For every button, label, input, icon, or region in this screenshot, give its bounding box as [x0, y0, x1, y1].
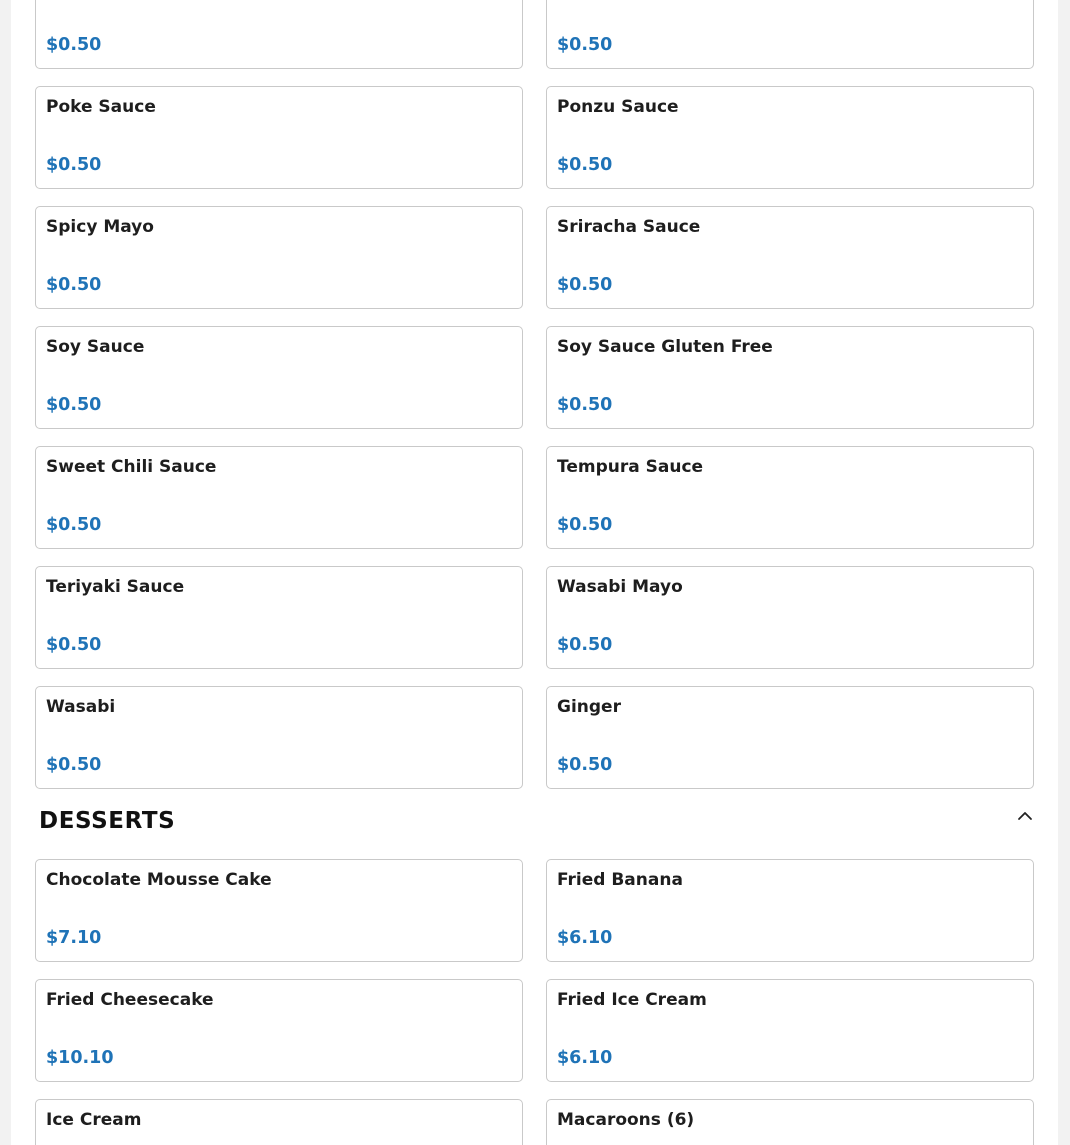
- menu-item-price: $0.50: [557, 635, 613, 655]
- menu-item-card[interactable]: [35, 86, 523, 189]
- menu-item-name: Fried Cheesecake: [46, 990, 214, 1010]
- menu-item-price: $0.50: [46, 515, 102, 535]
- menu-item-price: $0.50: [557, 395, 613, 415]
- menu-item-name: Poke Sauce: [46, 97, 156, 117]
- menu-item-card[interactable]: [35, 206, 523, 309]
- menu-item-price: $0.50: [46, 635, 102, 655]
- menu-item-price: $10.10: [46, 1048, 114, 1068]
- menu-item-name: Wasabi Mayo: [557, 577, 683, 597]
- menu-item-name: Macaroons (6): [557, 1110, 695, 1130]
- menu-item-card[interactable]: [35, 1099, 523, 1145]
- menu-item-name: Ginger: [557, 697, 621, 717]
- menu-item-name: Sweet Chili Sauce: [46, 457, 217, 477]
- menu-item-card[interactable]: [546, 86, 1034, 189]
- menu-item-price: $0.50: [46, 755, 102, 775]
- sauces-item-grid: [35, 0, 1034, 789]
- menu-item-name: Wasabi: [46, 697, 116, 717]
- menu-item-card[interactable]: [546, 326, 1034, 429]
- menu-item-name: Ponzu Sauce: [557, 97, 679, 117]
- desserts-section-header[interactable]: [39, 804, 1034, 844]
- menu-item-price: $0.50: [557, 515, 613, 535]
- menu-item-card[interactable]: [546, 859, 1034, 962]
- menu-item-card[interactable]: [546, 206, 1034, 309]
- menu-item-price: $0.50: [557, 275, 613, 295]
- menu-item-name: Chocolate Mousse Cake: [46, 870, 272, 890]
- menu-item-card[interactable]: [35, 686, 523, 789]
- section-title: DESSERTS: [39, 808, 176, 834]
- menu-item-card[interactable]: [546, 979, 1034, 1082]
- menu-item-price: $0.50: [46, 395, 102, 415]
- menu-item-name: Teriyaki Sauce: [46, 577, 185, 597]
- menu-item-price: $7.10: [46, 928, 102, 948]
- menu-item-card[interactable]: [35, 979, 523, 1082]
- menu-item-price: $0.50: [557, 755, 613, 775]
- menu-item-name: Fried Banana: [557, 870, 683, 890]
- menu-item-card[interactable]: [546, 446, 1034, 549]
- menu-item-name: Fried Ice Cream: [557, 990, 707, 1010]
- menu-item-price: $0.50: [557, 155, 613, 175]
- menu-item-card[interactable]: [35, 326, 523, 429]
- menu-item-card[interactable]: [35, 446, 523, 549]
- menu-item-price: $0.50: [557, 35, 613, 55]
- menu-item-card[interactable]: [35, 566, 523, 669]
- desserts-item-grid: [35, 859, 1034, 1145]
- menu-item-card[interactable]: [546, 0, 1034, 69]
- menu-item-price: $6.10: [557, 1048, 613, 1068]
- menu-item-card[interactable]: [35, 859, 523, 962]
- menu-item-name: Ice Cream: [46, 1110, 142, 1130]
- chevron-up-icon[interactable]: [1016, 807, 1034, 825]
- menu-item-price: $0.50: [46, 35, 102, 55]
- menu-item-name: Spicy Mayo: [46, 217, 154, 237]
- menu-item-card[interactable]: [35, 0, 523, 69]
- menu-item-price: $0.50: [46, 155, 102, 175]
- menu-item-card[interactable]: [546, 686, 1034, 789]
- menu-item-price: $0.50: [46, 275, 102, 295]
- menu-item-name: Tempura Sauce: [557, 457, 704, 477]
- menu-item-card[interactable]: [546, 566, 1034, 669]
- menu-item-price: $6.10: [557, 928, 613, 948]
- menu-item-name: Soy Sauce: [46, 337, 145, 357]
- menu-item-name: Sriracha Sauce: [557, 217, 701, 237]
- menu-item-name: Soy Sauce Gluten Free: [557, 337, 773, 357]
- menu-item-card[interactable]: [546, 1099, 1034, 1145]
- menu-page: [11, 0, 1058, 1145]
